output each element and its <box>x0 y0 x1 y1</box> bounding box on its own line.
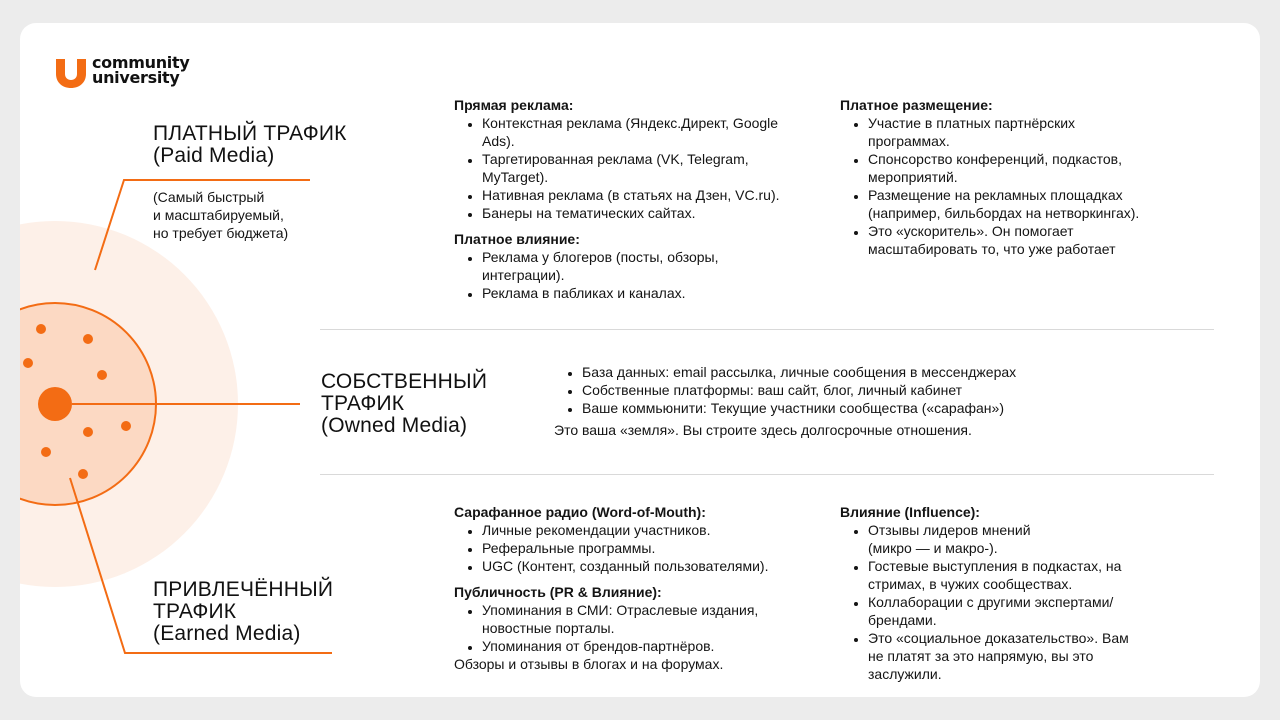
list-item: • Упоминания в СМИ: Отраслевые издания, новостные порталы. <box>482 601 802 637</box>
owned-title <box>321 371 487 437</box>
earned-influence-heading: Влияние (Influence): <box>840 504 980 520</box>
list-item: • Реферальные программы. <box>482 539 824 557</box>
list-item: • Личные рекомендации участников. <box>482 521 824 539</box>
list-item: • Контекстная реклама (Яндекс.Директ, Google Ads). <box>482 114 802 150</box>
paid-placement-heading: Платное размещение: <box>840 97 993 113</box>
list-item: • Коллаборации с другими экспертами/ брендами. <box>868 593 1143 629</box>
owned-footer: Это ваша «земля». Вы строите здесь долгосрочные отношения. <box>554 422 972 438</box>
slide-card <box>20 23 1260 697</box>
paid-title-line1: ПЛАТНЫЙ ТРАФИК <box>153 122 347 145</box>
paid-column-left <box>454 96 824 302</box>
earned-influence-list <box>840 521 1170 683</box>
divider-top <box>320 329 1214 330</box>
list-item: • Собственные платформы: ваш сайт, блог, личный кабинет <box>582 381 1114 399</box>
brand-logo <box>54 55 214 91</box>
paid-title <box>153 123 347 167</box>
owned-column <box>554 363 1114 439</box>
pr-heading: Публичность (PR & Влияние): <box>454 584 662 600</box>
list-item: • Ваше коммьюнити: Текущие участники сообщества («сарафан») <box>582 399 1114 417</box>
paid-column-right <box>840 96 1170 258</box>
wom-list <box>454 521 824 575</box>
list-item: • Отзывы лидеров мнений (микро — и макро-). <box>868 521 1078 557</box>
earned-title-line2: ТРАФИК <box>153 600 237 623</box>
owned-title-line2: ТРАФИК <box>321 392 405 415</box>
owned-title-line3: (Owned Media) <box>321 414 468 437</box>
earned-title-line1: ПРИВЛЕЧЁННЫЙ <box>153 578 334 601</box>
list-item: • Это «ускоритель». Он помогает масштабировать то, что уже работает <box>868 222 1160 258</box>
owned-list <box>554 363 1114 417</box>
paid-placement-list <box>840 114 1170 258</box>
pr-footer: Обзоры и отзывы в блогах и на форумах. <box>454 656 724 672</box>
paid-note-line: и масштабируемый, <box>153 207 284 223</box>
owned-title-line1: СОБСТВЕННЫЙ <box>321 370 488 393</box>
list-item: • Таргетированная реклама (VK, Telegram, MyTarget). <box>482 150 802 186</box>
list-item: • Спонсорство конференций, подкастов, мероприятий. <box>868 150 1160 186</box>
pr-list <box>454 601 824 655</box>
brand-name <box>92 55 189 85</box>
paid-title-line2: (Paid Media) <box>153 144 275 167</box>
list-item: • Размещение на рекламных площадках (например, бильбордах на нетворкингах). <box>868 186 1160 222</box>
list-item: • Реклама в пабликах и каналах. <box>482 284 824 302</box>
paid-note <box>153 188 288 242</box>
community-university-logo-icon <box>54 57 88 89</box>
brand-line2: university <box>92 68 180 87</box>
paid-note-line: но требует бюджета) <box>153 225 289 241</box>
list-item: • Реклама у блогеров (посты, обзоры, интеграции). <box>482 248 762 284</box>
earned-title-line3: (Earned Media) <box>153 622 301 645</box>
list-item: • Участие в платных партнёрских программах. <box>868 114 1098 150</box>
list-item: • Банеры на тематических сайтах. <box>482 204 824 222</box>
list-item: • Это «социальное доказательство». Вам не платят за это напрямую, вы это заслужили. <box>868 629 1143 683</box>
brand-line1: community <box>92 53 190 72</box>
paid-influence-list <box>454 248 824 302</box>
paid-note-line: (Самый быстрый <box>153 189 265 205</box>
wom-heading: Сарафанное радио (Word-of-Mouth): <box>454 504 706 520</box>
direct-ads-list <box>454 114 824 222</box>
divider-bottom <box>320 474 1214 475</box>
center-dot <box>38 387 72 421</box>
paid-influence-heading: Платное влияние: <box>454 231 580 247</box>
direct-ads-heading: Прямая реклама: <box>454 97 574 113</box>
list-item: • База данных: email рассылка, личные сообщения в мессенджерах <box>582 363 1114 381</box>
earned-title <box>153 579 333 645</box>
list-item: • UGC (Контент, созданный пользователями). <box>482 557 824 575</box>
earned-column-left <box>454 503 824 673</box>
list-item: • Нативная реклама (в статьях на Дзен, VC.ru). <box>482 186 824 204</box>
earned-column-right <box>840 503 1170 683</box>
list-item: • Упоминания от брендов-партнёров. <box>482 637 824 655</box>
list-item: • Гостевые выступления в подкастах, на стримах, в чужих сообществах. <box>868 557 1143 593</box>
